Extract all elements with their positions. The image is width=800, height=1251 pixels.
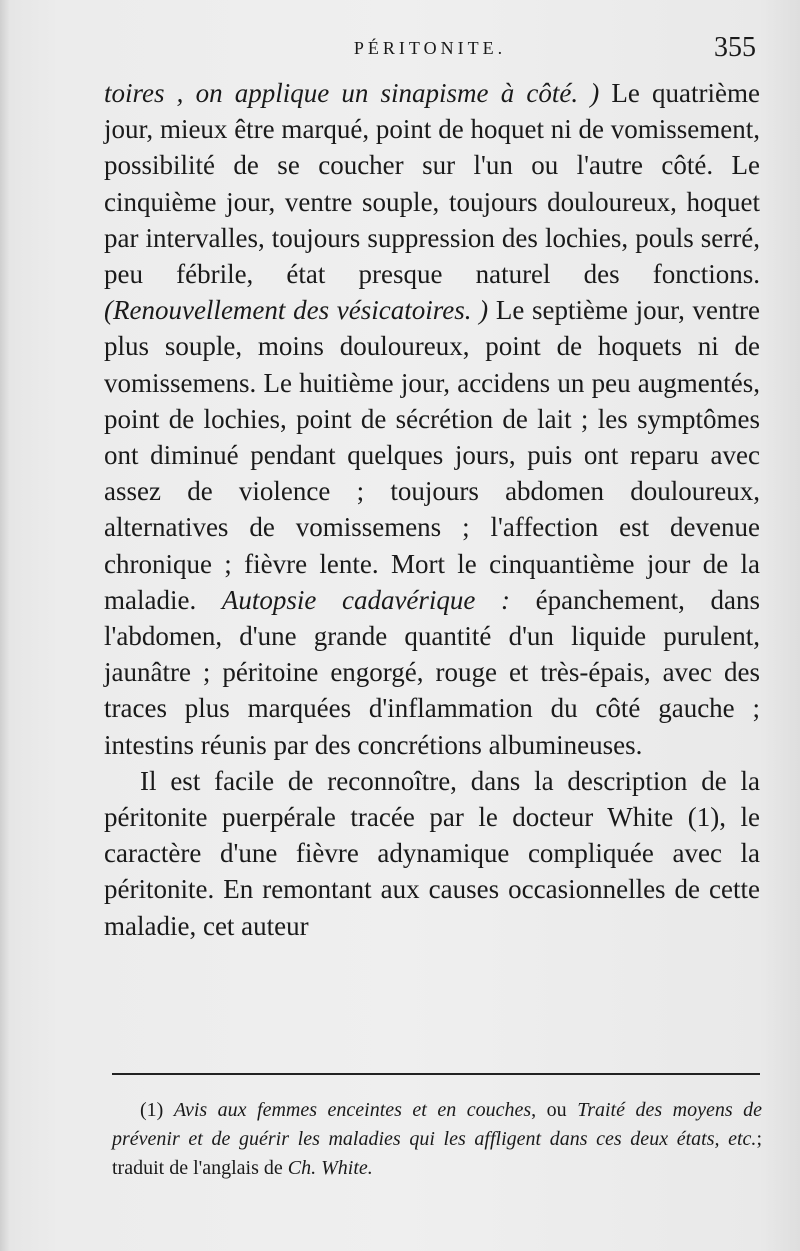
footnote <box>112 1096 762 1183</box>
text-run: , ou <box>531 1099 578 1121</box>
italic-phrase: Autopsie cadavérique : <box>221 584 511 615</box>
text-run: épanchement, dans l'abdomen, d'une grande quantité d'un liquide purulent, jaunâtre ; péritoine engorgé, rouge et très-épais, avec des traces plus marquées d'inflammation du côté gauche ; intestins réunis par des concrétions albumineuses. <box>104 584 760 760</box>
footnote-author: Ch. White. <box>287 1157 373 1179</box>
footnote-marker: (1) <box>140 1099 174 1121</box>
italic-phrase: (Renouvellement des vésicatoires. ) <box>104 295 489 326</box>
body-text <box>104 75 760 944</box>
italic-phrase: toires , on applique un sinapisme à côté. ) <box>104 78 600 108</box>
text-run: ; traduit de l'anglais de <box>112 1128 762 1179</box>
running-head: PÉRITONITE. <box>353 38 507 58</box>
paragraph-1 <box>104 75 760 763</box>
footnote-subtitle: Traité des moyens de prévenir et de guérir les maladies qui les affligent dans ces deux états, etc. <box>112 1099 763 1150</box>
footnote-rule <box>112 1073 760 1075</box>
footnote-title: Avis aux femmes enceintes et en couches <box>173 1099 532 1121</box>
paragraph-2: Il est facile de reconnoître, dans la description de la péritonite puerpérale tracée par le docteur White (1), le caractère d'une fièvre adynamique compliquée avec la péritonite. En remontant aux causes occasionnelles de cette maladie, cet auteur <box>104 765 760 941</box>
text-run: Le septième jour, ventre plus souple, moins douloureux, point de hoquets ni de vomissemens. Le huitième jour, accidens un peu augmentés, point de lochies, point de sécrétion de lait ; les symptômes ont diminué pendant quelques jours, puis ont reparu avec assez de violence ; toujours abdomen douloureux, alternatives de vomissemens ; l'affection est devenue chronique ; fièvre lente. Mort le cinquantième jour de la maladie. <box>104 295 760 615</box>
page-header <box>100 32 760 68</box>
page-number: 355 <box>714 32 756 63</box>
text-run: Le quatrième jour, mieux être marqué, point de hoquet ni de vomissement, possibilité de se coucher sur l'un ou l'autre côté. Le cinquième jour, ventre souple, toujours douloureux, hoquet par intervalles, toujours suppression des lochies, pouls serré, peu fébrile, état presque naturel des fonctions. <box>104 78 760 290</box>
